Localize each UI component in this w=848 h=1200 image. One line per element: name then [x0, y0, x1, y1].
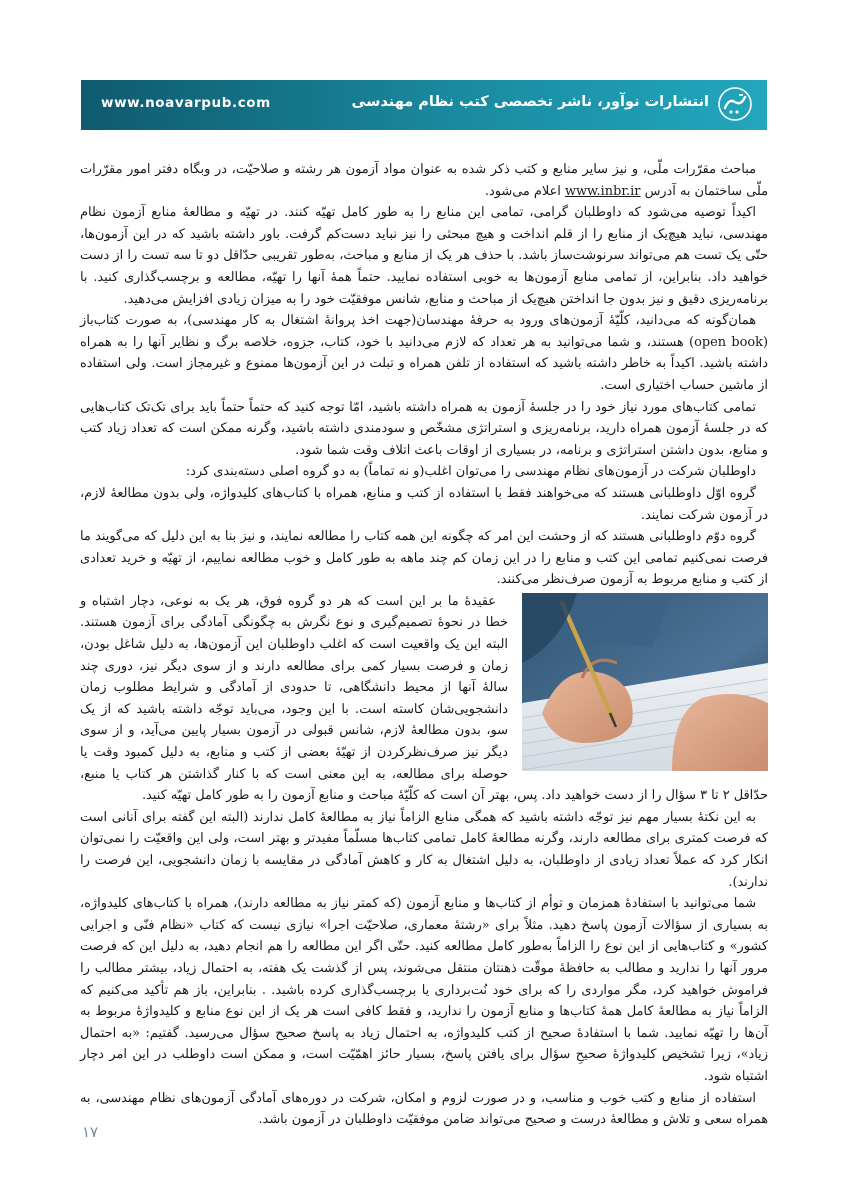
noavar-logo-icon — [717, 86, 753, 122]
page-number: ۱۷ — [82, 1123, 99, 1141]
writing-hand-photo — [522, 593, 768, 771]
paragraph: همان‌گونه که می‌دانید، کلّیّهٔ آزمون‌های ورود به حرفهٔ مهندسان(جهت اخذ پروانهٔ اشتغال به کار مهندسی)، به صورت کتاب‌باز (open book) هستند، و شما می‌توانید به هر تعداد که لازم می‌دانید با خود، کتاب، جزوه، خلاصه برگ و نظایر آنها را به همراه داشته باشید. اکیداً به خاطر داشته باشید که استفاده از تلفن همراه و تبلت در این آزمون‌ها ممنوع و غیرمجاز است. ولی استفاده از ماشین حساب اختیاری است. — [80, 313, 768, 393]
paragraph: گروه دوّم داوطلبانی هستند که از وحشت این امر که چگونه این همه کتاب را مطالعه نمایند، و نیز بنا به این دلیل که می‌گویند ما فرصت نمی‌کنیم تمامی این کتب و منابع را در این زمان کم چند ماهه به طور کامل و خوب مطالعه نماییم، از تهیّه و خرید تعدادی از کتب و منابع مربوط به آزمون صرف‌نظر می‌کنند. — [80, 529, 768, 588]
paragraph: استفاده از منابع و کتب خوب و مناسب، و در صورت لزوم و امکان، شرکت در دوره‌های آمادگی آزمون‌های نظام مهندسی، به همراه سعی و تلاش و مطالعهٔ درست و صحیح می‌تواند ضامن موفقیّت داوطلبان در آزمون باشد. — [80, 1090, 768, 1128]
paragraph: مباحث مقرّرات ملّی، و نیز سایر منابع و کتب ذکر شده به عنوان مواد آزمون هر رشته و صلاحیّت، در وبگاه دفتر امور مقرّرات ملّی ساختمان به آدرس www.inbr.ir اعلام می‌شود. — [80, 162, 768, 199]
paragraph: گروه اوّل داوطلبانی هستند که می‌خواهند فقط با استفاده از کتب و منابع، همراه با کتاب‌های کلیدواژه، ولی بدون مطالعهٔ لازم، در آزمون شرکت نمایند. — [80, 485, 768, 523]
paragraph: به این نکتهٔ بسیار مهم نیز توجّه داشته باشید که همگی منابع الزاماً نیاز به مطالعهٔ کامل ندارند (البته این گفته برای آنانی است که فرصت کمتری برای مطالعه دارند، وگرنه مطالعهٔ کامل تمامی کتاب‌ها مسلّماً مفیدتر و بهتر است، ولی این واقعیّت را نمی‌توان انکار کرد که عملاً تعداد زیادی از داوطلبان، به دلیل اشتغال به کار و کاهش آمادگی در مقایسه با زمان دانشجویی، این فرصت را ندارند). — [80, 809, 768, 890]
website-url[interactable]: www.noavarpub.com — [101, 95, 271, 111]
publisher-title: انتشارات نوآور، ناشر تخصصی کتب نظام مهندسی — [351, 94, 709, 110]
paragraph: شما می‌توانید با استفادهٔ همزمان و توأم از کتاب‌ها و منابع آزمون (که کمتر نیاز به مطالعه دارند)، همراه با کتاب‌های کلیدواژه، به بسیاری از سؤالات آزمون پاسخ دهید. مثلاً برای «رشتهٔ معماری، صلاحیّت اجرا» نیازی نیست که کتاب «نظام فنّی و اجرایی کشور» و کتاب‌هایی از این نوع را الزاماً به‌طور کامل مطالعه کنید. حتّی اگر این مطالعه را هم انجام دهید، به دلیل این که فرصت مرور آنها را ندارید و مطالب به حافظهٔ موقّت ذهنتان منتقل می‌شوند، پس از گذشت یک هفته، به احتمال زیاد، بیشتر مطالب را فراموش خواهید کرد، مگر مواردی را که برای خود نُت‌برداری یا برچسب‌گذاری کرده باشید. . بنابراین، باز هم تأکید می‌کنیم که الزاماً نیاز به مطالعهٔ کامل همهٔ کتاب‌ها و منابع آزمون را ندارید، و فقط کافی است هر یک از این نوع منابع و کلیدواژهٔ مربوط به آن‌ها را تهیّه نمایید. شما با استفادهٔ صحیح از کتب کلیدواژه، به احتمال زیاد به پاسخ صحیح سؤال می‌رسید. گفتیم: «به احتمال زیاد»، زیرا تشخیص کلیدواژهٔ صحیحِ سؤال برای یافتن پاسخ، بسیار حائز اهمّیّت است، و ممکن است داوطلب در این امر دچار اشتباه شود. — [80, 896, 768, 1084]
paragraph: اکیداً توصیه می‌شود که داوطلبان گرامی، تمامی این منابع را به طور کامل تهیّه کنند. در تهیّه و مطالعهٔ منابع آزمون نظام مهندسی، نباید هیچ‌یک از منابع را از قلم انداخت و هیچ مبحثی را نیز نباید دست‌کم گرفت. باور داشته باشید که در این آزمون‌ها، حتّی یک تست هم می‌تواند سرنوشت‌ساز باشد. با حذف هر یک از منابع و مباحث، به‌طور تقریبی حدّاقل دو تا سه تست را از دست خواهید داد. بنابراین، از تمامی منابع آزمون‌ها به خوبی استفاده نمایید. حتماً همهٔ آنها را تهیّه، مطالعه و برچسب‌گذاری کنید. با برنامه‌ریزی دقیق و نیز بدون جا انداختن هیچ‌یک از مباحث و منابع، شانس موفقیّت خود را به میزان زیادی افزایش می‌دهید. — [80, 205, 768, 307]
header-banner — [81, 80, 767, 130]
article-body — [80, 159, 768, 1131]
paragraph: داوطلبان شرکت در آزمون‌های نظام مهندسی را می‌توان اغلب(و نه تماماً) به دو گروه اصلی دسته‌بندی کرد: — [185, 464, 756, 480]
paragraph: تمامی کتاب‌های مورد نیاز خود را در جلسهٔ آزمون به همراه داشته باشید، امّا توجه کنید که حتماً حتماً باید برای تک‌تک کتاب‌هایی که در جلسهٔ آزمون همراه دارید، برنامه‌ریزی و استراتژی مشخّص و سودمندی داشته باشید، وگرنه ممکن است که تعداد زیاد کتب و منابع، بدون داشتن استراتژی و برنامه، در بسیاری از اوقات باعث اتلاف وقت شما شود. — [80, 399, 768, 458]
inbr-link[interactable]: www.inbr.ir — [564, 183, 641, 199]
paragraph: عقیدهٔ ما بر این است که هر دو گروه فوق، هر یک به نوعی، دچار اشتباه و خطا در نحوهٔ تصمیم‌گیری و نوع نگرش به چگونگی آمادگی برای آزمون هستند. البته این یک واقعیت است که اغلب داوطلبان این آزمون‌ها، به دلیل شاغل بودن، زمان و فرصت بسیار کمی برای مطالعه دارند و از سوی دیگر نیز، دوری چند سالهٔ آنها از محیط دانشگاهی، تا حدودی از آمادگی و شرایط مطلوب زمان دانشجویی‌شان کاسته است. با این وجود، می‌باید توجّه داشته باشید که از یک سو، بدون مطالعهٔ لازم، شانس قبولی در آزمون بسیار پایین می‌آید، و از سوی دیگر نیز صرف‌نظرکردن از تهیّهٔ بعضی از کتب و منابع، به دلیل کمبود وقت یا حوصله برای مطالعه، به این معنی است که با کنار گذاشتن هر کتاب یا منبع، حدّاقل ۲ تا ۳ سؤال را از دست خواهید داد. پس، بهتر آن است که کلّیّهٔ مباحث و منابع آزمون را به طور کامل تهیّه کنید. — [80, 593, 768, 804]
